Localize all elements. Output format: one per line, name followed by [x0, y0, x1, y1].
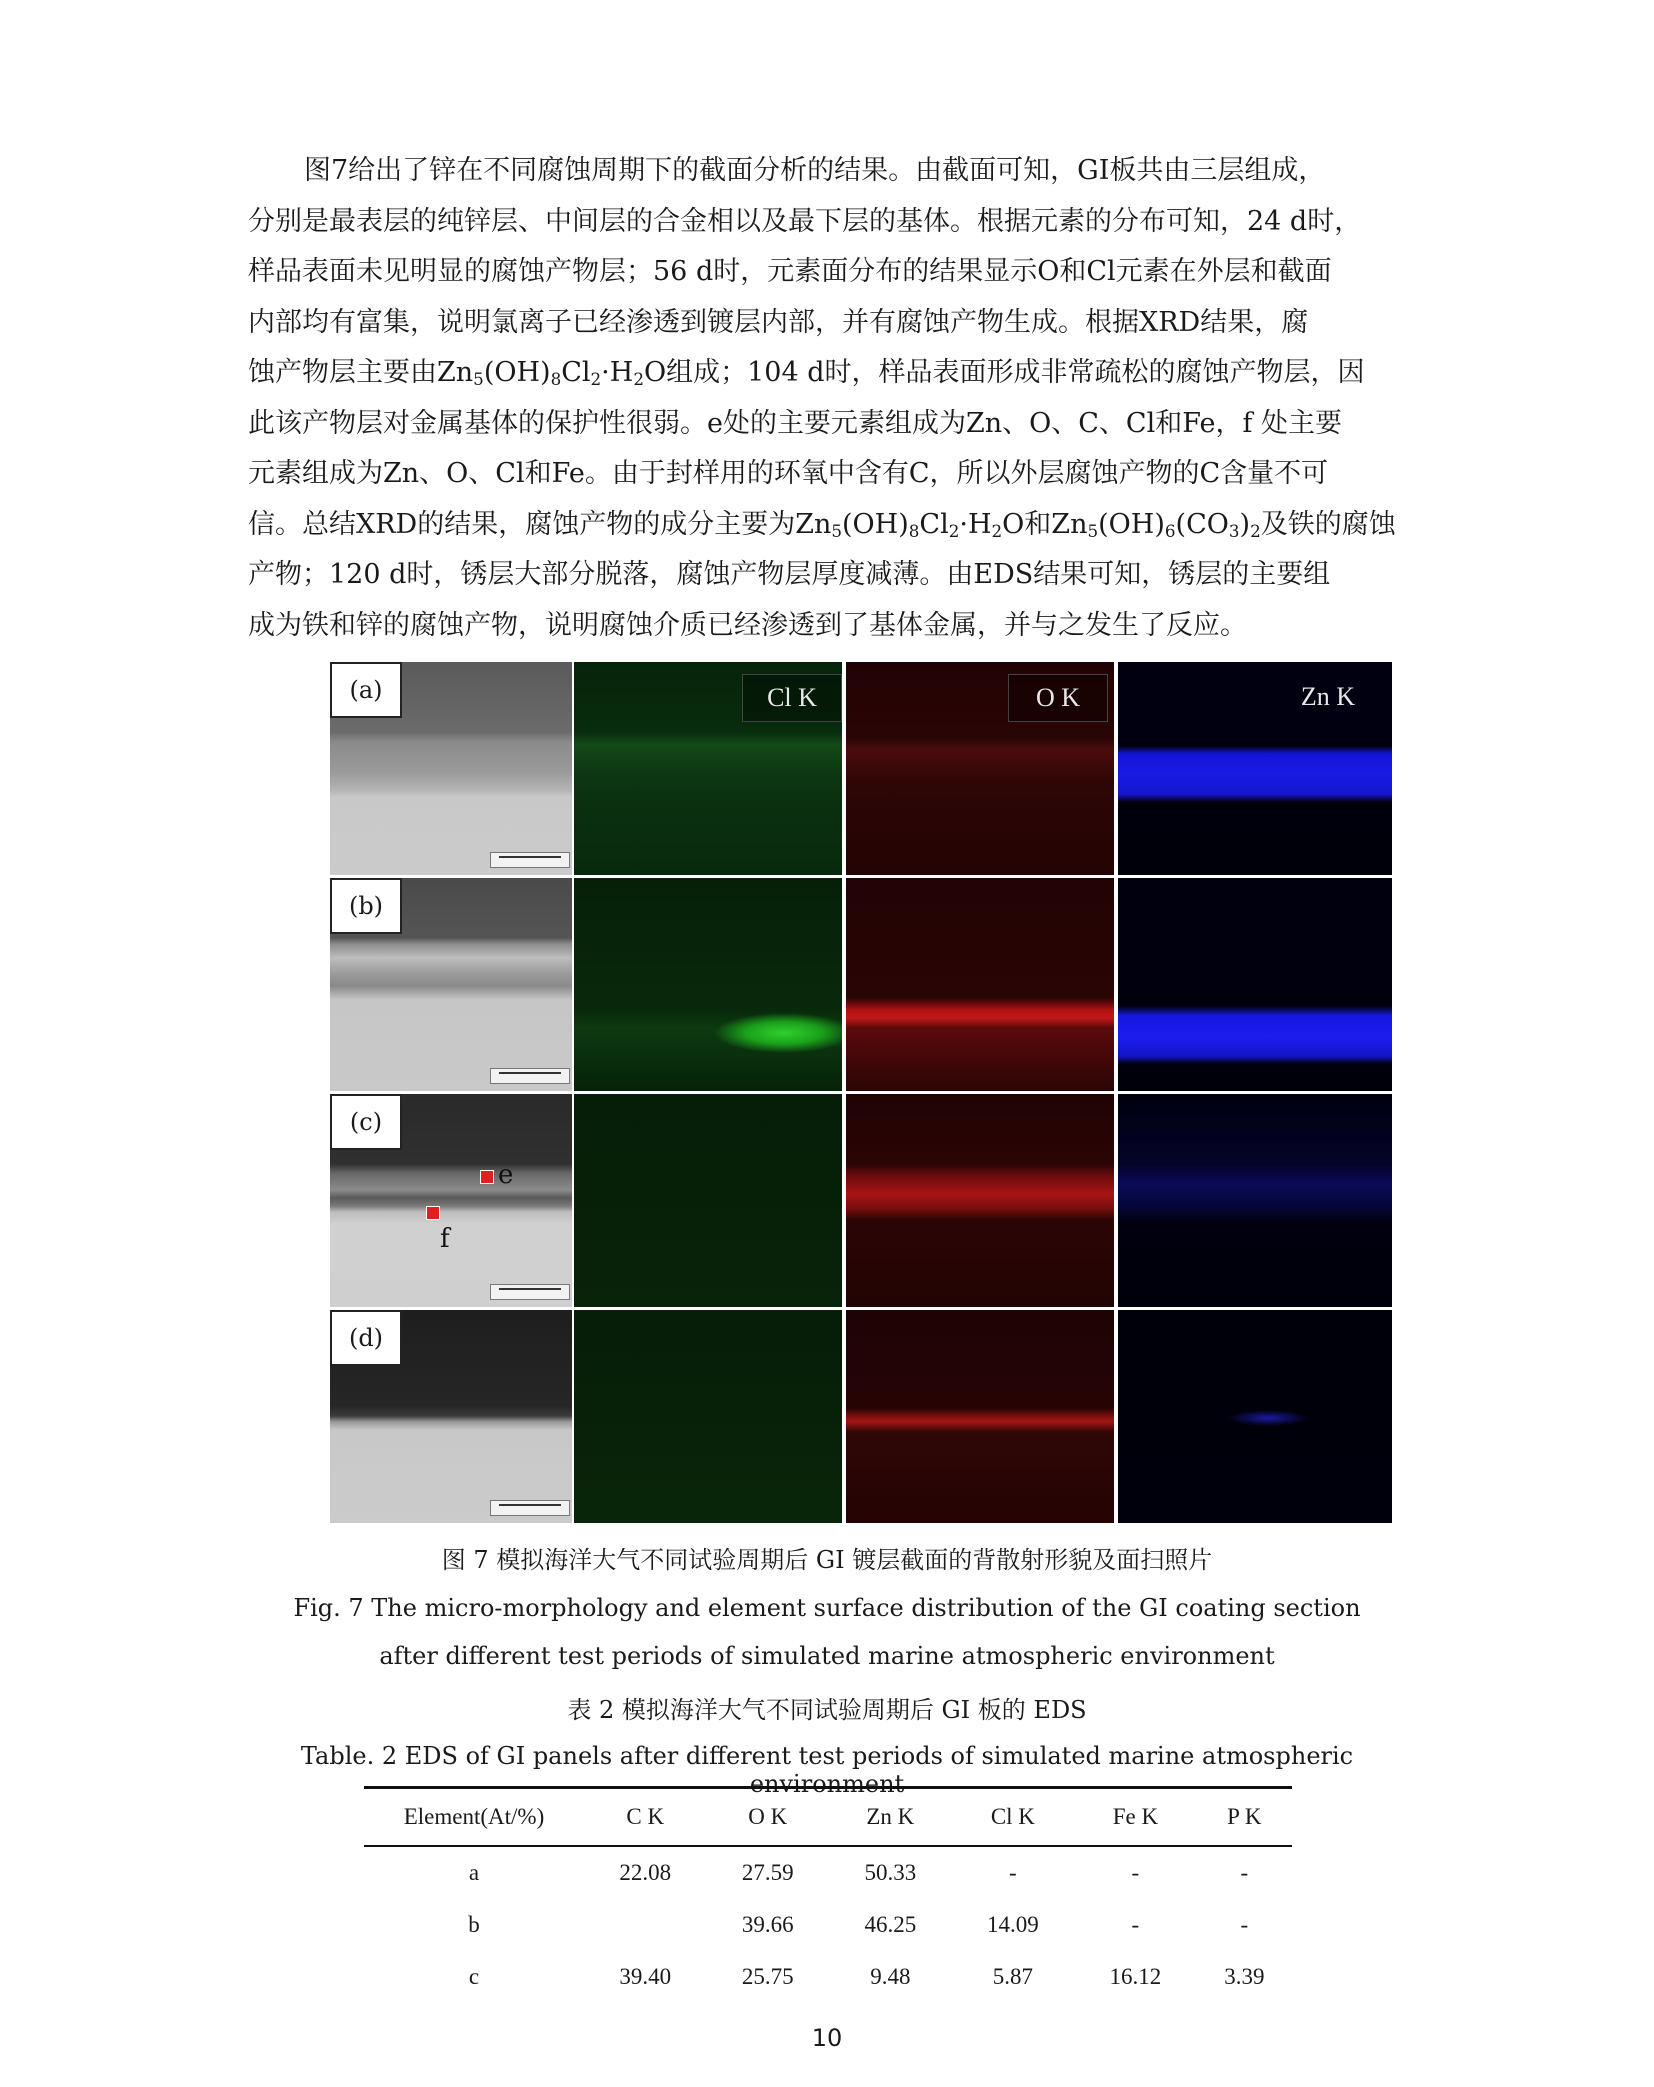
page-number: 10: [811, 2024, 843, 2052]
table-cell: -: [1240, 1912, 1249, 1937]
table-cell: 3.39: [1224, 1964, 1265, 1989]
table-caption-cn: 表 2 模拟海洋大气不同试验周期后 GI 板的 EDS: [567, 1696, 1087, 1724]
table-cell: 25.75: [741, 1964, 794, 1989]
scale-bar: [490, 1068, 570, 1084]
table-row: [364, 1951, 1292, 2003]
header-cell: Fe K: [1112, 1804, 1159, 1829]
table-cell: 46.25: [864, 1912, 917, 1937]
o-map-b: [846, 878, 1114, 1091]
cl-map-c: [574, 1094, 842, 1307]
sem-image-c: [330, 1094, 572, 1307]
point-label-f: f: [440, 1224, 450, 1254]
text-line: 样品表面未见明显的腐蚀产物层；56 d时，元素面分布的结果显示O和Cl元素在外层和截面: [248, 256, 1332, 287]
table-cell: b: [468, 1912, 480, 1937]
table-caption-en: Table. 2 EDS of GI panels after different test periods of simulated marine atmospheric environment: [300, 1742, 1354, 1798]
body-paragraph: [248, 146, 1406, 651]
table-cell: -: [1009, 1860, 1017, 1885]
table-cell: 27.59: [741, 1860, 794, 1885]
o-map-c: [846, 1094, 1114, 1307]
table-cell: 14.09: [986, 1912, 1039, 1937]
header-cell: C K: [626, 1804, 665, 1829]
zn-map-d: [1118, 1310, 1392, 1523]
table-cell: 16.12: [1109, 1964, 1162, 1989]
table-cell: 39.66: [741, 1912, 794, 1937]
zn-map-label: Zn K: [1300, 682, 1356, 711]
figure-row-c: [330, 1094, 1392, 1307]
text-line: 图7给出了锌在不同腐蚀周期下的截面分析的结果。由截面可知，GI板共由三层组成，: [304, 155, 1326, 186]
text-line: 此该产物层对金属基体的保护性很弱。e处的主要元素组成为Zn、O、C、Cl和Fe，f 处主要: [248, 407, 1343, 439]
text-line: 元素组成为Zn、O、Cl和Fe。由于封样用的环氧中含有C，所以外层腐蚀产物的C含量不可: [248, 458, 1329, 489]
figure-row-a: [330, 662, 1392, 875]
scale-bar: [490, 852, 570, 868]
header-cell: Cl K: [990, 1804, 1035, 1829]
panel-label-a: (a): [330, 662, 402, 718]
table-cell: c: [468, 1964, 480, 1989]
figure-caption-cn: 图 7 模拟海洋大气不同试验周期后 GI 镀层截面的背散射形貌及面扫照片: [441, 1546, 1213, 1574]
figure-7: [330, 662, 1392, 1526]
text-line: 产物；120 d时，锈层大部分脱落，腐蚀产物层厚度减薄。由EDS结果可知，锈层的主要组: [248, 559, 1331, 590]
header-cell: P K: [1227, 1804, 1262, 1829]
table-cell: -: [1131, 1912, 1140, 1937]
table-cell: a: [468, 1860, 480, 1885]
panel-label-d: (d): [330, 1310, 402, 1366]
table-cell: 9.48: [870, 1964, 911, 1989]
table-cell: [584, 1899, 707, 1951]
o-map-a: [846, 662, 1114, 875]
table-row: [364, 1899, 1292, 1951]
text-line: 蚀产物层主要由$Zn_5(OH)_8Cl_2\cdot H_2O$组成；104 d时，样品表面形成非常疏松的腐蚀产物层，因: [248, 357, 1365, 390]
scale-bar: [490, 1284, 570, 1300]
text-line: 内部均有富集，说明氯离子已经渗透到镀层内部，并有腐蚀产物生成。根据XRD结果，腐: [248, 306, 1309, 338]
header-cell: Zn K: [866, 1804, 915, 1829]
text-line: 分别是最表层的纯锌层、中间层的合金相以及最下层的基体。根据元素的分布可知，24 d时，: [248, 205, 1362, 237]
figure-row-d: [330, 1310, 1392, 1523]
table-cell: 5.87: [992, 1964, 1033, 1989]
figure-caption-en-line1: Fig. 7 The micro-morphology and element surface distribution of the GI coating section: [293, 1594, 1361, 1622]
cl-map-b: [574, 878, 842, 1091]
table-header-row: [364, 1788, 1292, 1847]
figure-row-b: [330, 878, 1392, 1091]
table-cell: -: [1131, 1860, 1140, 1885]
point-marker-f: [426, 1206, 440, 1220]
text-line: 信。总结XRD的结果，腐蚀产物的成分主要为$Zn_5(OH)_8Cl_2\cdot H_2O$和$Zn_5(OH)_6(CO_3)_2$及铁的腐蚀: [248, 508, 1396, 541]
zn-map-a: [1118, 662, 1392, 875]
panel-label-b: (b): [330, 878, 402, 934]
sem-image-a: [330, 662, 572, 875]
table-cell: 39.40: [619, 1964, 672, 1989]
cl-map-a: [574, 662, 842, 875]
table-cell: 50.33: [864, 1860, 917, 1885]
header-cell: O K: [748, 1804, 788, 1829]
table-cell: 22.08: [619, 1860, 672, 1885]
o-map-label: O K: [1008, 674, 1108, 722]
text-line: 成为铁和锌的腐蚀产物，说明腐蚀介质已经渗透到了基体金属，并与之发生了反应。: [248, 609, 1247, 641]
sem-image-b: [330, 878, 572, 1091]
point-label-e: e: [498, 1160, 514, 1190]
scale-bar: [490, 1500, 570, 1516]
sem-image-d: [330, 1310, 572, 1523]
table-row: [364, 1846, 1292, 1899]
o-map-d: [846, 1310, 1114, 1523]
eds-table: [364, 1786, 1292, 2003]
panel-label-c: (c): [330, 1094, 402, 1150]
table-cell: -: [1240, 1860, 1249, 1885]
point-marker-e: [480, 1170, 494, 1184]
cl-map-d: [574, 1310, 842, 1523]
figure-caption-en-line2: after different test periods of simulated marine atmospheric environment: [379, 1642, 1275, 1670]
cl-map-label: Cl K: [742, 674, 842, 722]
zn-map-c: [1118, 1094, 1392, 1307]
zn-map-b: [1118, 878, 1392, 1091]
header-cell: Element(At/%): [403, 1804, 545, 1829]
